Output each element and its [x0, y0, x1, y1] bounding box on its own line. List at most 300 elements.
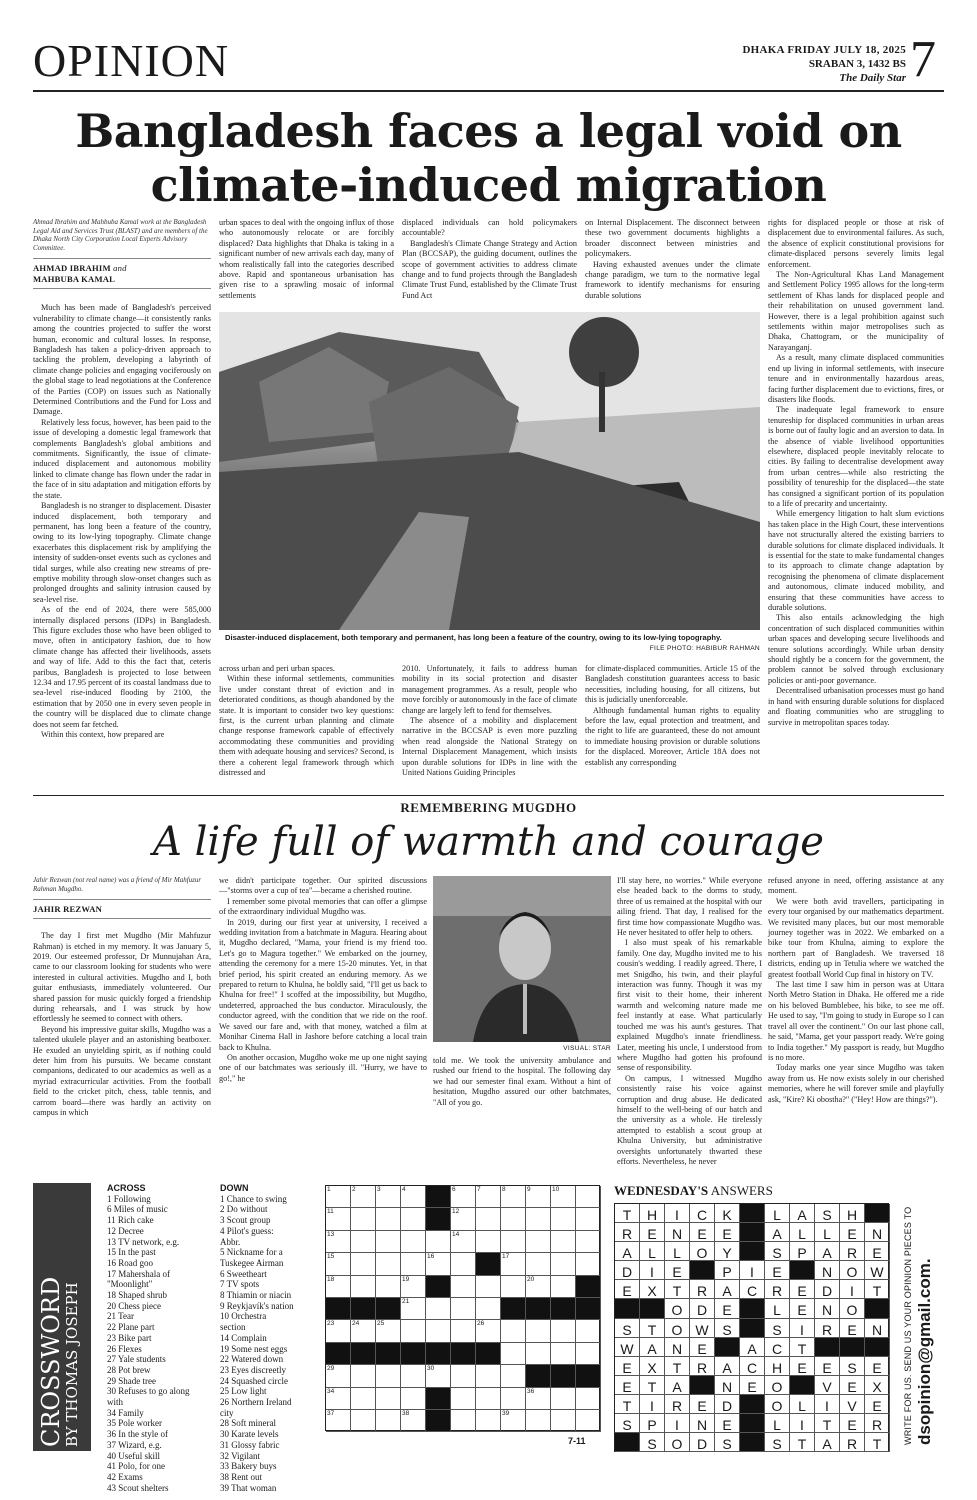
black-square	[326, 1343, 351, 1365]
down-clues	[220, 1183, 320, 1493]
visual-credit: VISUAL: STAR	[563, 1045, 611, 1052]
answer-letter: R	[840, 1242, 865, 1261]
answer-letter: R	[840, 1433, 865, 1452]
grid-square	[476, 1298, 501, 1320]
answer-letter: L	[765, 1204, 790, 1223]
black-square	[426, 1208, 451, 1230]
black-square	[740, 1395, 765, 1414]
answer-letter: E	[615, 1376, 640, 1395]
answer-letter: S	[715, 1433, 740, 1452]
clue: 32 Vigilant	[220, 1450, 261, 1461]
grid-square	[351, 1276, 376, 1298]
photo-credit: FILE PHOTO: HABIBUR RAHMAN	[649, 645, 760, 652]
clue: 22 Plane part	[107, 1322, 155, 1333]
clue-number: 11	[327, 1208, 334, 1216]
article2-col2: we didn't participate together. Our spirited discussions—"storms over a cup of tea"—became a cherished routine. I remember some pivotal memories that can offer a glimpse of the extraordinary individual Mugdho was. In 2019, during our first year at university, I received a wedding invitation from a batchmate in Magura. Hearing about it, Mugdho declared, "Mama, your friend is my friend too. Let's go to Magura together." We embarked on the journey, attending the ceremony for a mere 15-20 minutes. Yet, in that brief period, his spirit created an enduring memory. As we prepared to return to Khulna, he boldly said, "I'll get us back to Khulna for free!" I scoffed at the impossibility, but Mugdho, undeterred, approached the bus conductor. Miraculously, the conductor agreed, with the condition that we ride on the roof. We saved our fare and, with that money, watched a film at Monihar Cinema Hall in Jashore before catching a local train back to Khulna. On another occasion, Mugdho woke me up one night saying one of our batchmates was seriously ill. "Hurry, we have to go!," he	[219, 876, 427, 1083]
answer-letter: T	[615, 1204, 640, 1223]
answer-letter: T	[865, 1433, 890, 1452]
answer-letter: K	[715, 1204, 740, 1223]
black-square	[615, 1433, 640, 1452]
answer-letter: P	[640, 1414, 665, 1433]
grid-square	[551, 1231, 576, 1253]
article2-col3-bot: told me. We took the university ambulance and rushed our friend to the hospital. The following day we had our semester final exam. Without a hint of hesitation, Mugdho assured our other batchmates, "All of you go.	[433, 1056, 611, 1107]
body-text: The day I first met Mugdho (Mir Mahfuzur Rahman) is etched in my memory. It was January 5, 2019. Our esteemed professor, Dr Munnujahan Ara, came to our classroom looking for students who were interested in cultural activities. Mugdho and I, both guitar enthusiasts, immediately volunteered. Our shared passion for music quickly forged a friendship during rehearsals, and I was struck by how effortlessly he seemed to connect with others. Beyond his impressive guitar skills, Mugdho was a talented ukulele player and an astonishing beatboxer. He exuded an unyielding spirit, as if nothing could deter him from his pursuits. We became constant companions, dedicated to our academics as well as a myriad extracurricular activities. From the football field to the cricket pitch, chess, table tennis, and carrom board—there was hardly an activity on campus in which	[33, 931, 211, 1118]
answer-letter: H	[640, 1204, 665, 1223]
black-square	[865, 1204, 890, 1223]
answer-letter: E	[715, 1414, 740, 1433]
divider	[33, 288, 211, 289]
answer-letter: L	[640, 1242, 665, 1261]
crossword-grid	[325, 1185, 600, 1431]
black-square	[576, 1365, 601, 1387]
clue: 10 Orchestra	[220, 1311, 267, 1322]
grid-square	[351, 1208, 376, 1230]
clue: 22 Watered down	[220, 1354, 284, 1365]
clue: 20 Chess piece	[107, 1300, 161, 1311]
date-code: 7-11	[568, 1436, 586, 1446]
grid-square	[526, 1208, 551, 1230]
grid-square	[326, 1410, 351, 1432]
grid-square	[551, 1186, 576, 1208]
grid-square	[401, 1186, 426, 1208]
answer-letter: D	[690, 1299, 715, 1318]
clue: 24 Squashed circle	[220, 1375, 288, 1386]
black-square	[865, 1299, 890, 1318]
grid-square	[501, 1365, 526, 1387]
grid-square	[401, 1410, 426, 1432]
section-title: OPINION	[33, 35, 230, 86]
clue: city	[220, 1407, 234, 1418]
answer-letter: S	[615, 1414, 640, 1433]
grid-square	[426, 1320, 451, 1342]
grid-square	[376, 1365, 401, 1387]
black-square	[640, 1299, 665, 1318]
answer-letter: N	[815, 1299, 840, 1318]
section-rule	[33, 795, 944, 796]
black-square	[426, 1186, 451, 1208]
answer-letter: O	[765, 1395, 790, 1414]
clue-number: 24	[352, 1320, 360, 1328]
grid-square	[351, 1231, 376, 1253]
clue-number: 14	[452, 1230, 460, 1238]
photo-caption: Disaster-induced displacement, both temporary and permanent, has long been a feature of the country, owing to its low-lying topography.	[225, 633, 722, 642]
grid-square	[426, 1253, 451, 1275]
grid-square	[326, 1320, 351, 1342]
grid-square	[351, 1186, 376, 1208]
answer-letter: N	[865, 1223, 890, 1242]
clue: 12 Decree	[107, 1225, 144, 1236]
black-square	[740, 1414, 765, 1433]
clue-number: 18	[327, 1275, 335, 1283]
answer-letter: S	[840, 1357, 865, 1376]
down-title: DOWN	[220, 1183, 249, 1193]
grid-square	[376, 1388, 401, 1410]
grid-square	[401, 1320, 426, 1342]
article1-col4-top: on Internal Displacement. The disconnect between these two government documents highlights a broader disconnect between ministries and policymakers. Having exhausted avenues under the climate change paradigm, we turn to the normative legal framework to identify mechanisms for ensuring durable solutions	[585, 218, 760, 300]
clue-number: 16	[427, 1253, 435, 1261]
grid-square	[401, 1365, 426, 1387]
answer-letter: T	[640, 1376, 665, 1395]
grid-square	[451, 1410, 476, 1432]
black-square	[790, 1261, 815, 1280]
answer-letter: E	[740, 1376, 765, 1395]
answer-letter: I	[740, 1261, 765, 1280]
answer-letter: C	[690, 1204, 715, 1223]
black-square	[476, 1253, 501, 1275]
grid-square	[526, 1276, 551, 1298]
answer-letter: S	[765, 1242, 790, 1261]
grid-square	[451, 1365, 476, 1387]
black-square	[426, 1388, 451, 1410]
article2-col4: I'll stay here, no worries." While everyone else headed back to the dorms to study, three of us remained at the hospital with our ailing friend. That day, I realised for the first time how compassionate Mugdho was. He never hesitated to offer help to others. I also must speak of his remarkable family. One day, Mugdho invited me to his cousin's wedding. I readily agreed. There, I met Snigdho, his twin, and their playful interaction was funny. Though it was my first visit to their home, their inherent warmth and welcoming nature made me feel instantly at ease. What particularly touched me was his aunt's gestures. That explained Mugdho's innate friendliness. Later, meeting his uncle, I understood from where Mugdho had gotten his profound sense of responsibility. On campus, I witnessed Mugdho consistently raise his voice against corruption and drug abuse. He dedicated himself to the well-being of our batch and the university as a whole. He tirelessly attempted to establish a scout group at Khulna University, but administrative oversights unfortunately thwarted these efforts. Nevertheless, he never	[617, 876, 762, 1166]
black-square	[690, 1261, 715, 1280]
answer-letter: R	[690, 1357, 715, 1376]
grid-square	[376, 1276, 401, 1298]
clue-number: 13	[327, 1230, 335, 1238]
grid-square	[326, 1276, 351, 1298]
answer-letter: A	[740, 1338, 765, 1357]
answer-letter: E	[790, 1357, 815, 1376]
clue: 6 Miles of music	[107, 1204, 168, 1215]
clue: 11 Rich cake	[107, 1215, 154, 1226]
answer-letter: W	[615, 1338, 640, 1357]
clue-number: 25	[377, 1320, 385, 1328]
answer-letter: E	[865, 1242, 890, 1261]
clue: 35 Pole worker	[107, 1418, 162, 1429]
clue: 9 Reykjavík's nation	[220, 1300, 294, 1311]
black-square	[740, 1242, 765, 1261]
black-square	[426, 1276, 451, 1298]
clue: 14 Complain	[220, 1332, 267, 1343]
black-square	[615, 1299, 640, 1318]
grid-square	[401, 1276, 426, 1298]
answer-letter: R	[665, 1395, 690, 1414]
clue-number: 38	[402, 1409, 410, 1417]
answers-grid	[614, 1203, 889, 1452]
answer-letter: T	[815, 1414, 840, 1433]
article1-col2-top: urban spaces to deal with the ongoing influx of those who autonomously relocate or are forcibly displaced? Data highlights that Dhaka is taking in a significant number of new arrivals each day, many of whom realistically fall into the categories described above. Rapid and spontaneous urbanisation has given rise to a sprawling mosaic of informal settlements	[219, 218, 394, 300]
answer-letter: I	[815, 1395, 840, 1414]
black-square	[740, 1319, 765, 1338]
black-square	[451, 1343, 476, 1365]
grid-square	[501, 1410, 526, 1432]
grid-square	[526, 1231, 551, 1253]
clue: 4 Pilot's guess:	[220, 1225, 274, 1236]
black-square	[501, 1298, 526, 1320]
answer-letter: T	[640, 1319, 665, 1338]
clue-number: 39	[502, 1409, 510, 1417]
clue-number: 3	[377, 1186, 381, 1193]
black-square	[690, 1376, 715, 1395]
grid-square	[376, 1208, 401, 1230]
grid-square	[476, 1276, 501, 1298]
grid-square	[501, 1231, 526, 1253]
clue: 29 Shade tree	[107, 1375, 156, 1386]
paper-name: The Daily Star	[839, 72, 906, 84]
answer-letter: A	[615, 1242, 640, 1261]
answer-letter: I	[640, 1261, 665, 1280]
answer-letter: A	[790, 1204, 815, 1223]
answer-letter: N	[865, 1319, 890, 1338]
grid-square	[426, 1298, 451, 1320]
answer-letter: T	[665, 1280, 690, 1299]
clue: 41 Polo, for one	[107, 1461, 165, 1472]
author-note: Jahir Rezwan (not real name) was a friend of Mir Mahfuzur Rahman Mugdho.	[33, 876, 202, 893]
grid-square	[451, 1388, 476, 1410]
clue: 37 Wizard, e.g.	[107, 1439, 162, 1450]
grid-square	[526, 1186, 551, 1208]
crossword-author: BY THOMAS JOSEPH	[63, 1282, 81, 1447]
clue-number: 9	[527, 1186, 531, 1193]
settlement-photo	[219, 312, 760, 630]
headline-line-1: Bangladesh faces a legal void on	[75, 104, 902, 158]
black-square	[740, 1204, 765, 1223]
answer-letter: I	[665, 1414, 690, 1433]
grid-square	[526, 1253, 551, 1275]
answer-letter: X	[640, 1280, 665, 1299]
clue: Tuskegee Airman	[220, 1257, 284, 1268]
grid-square	[401, 1208, 426, 1230]
answer-letter: L	[790, 1223, 815, 1242]
answer-letter: S	[765, 1319, 790, 1338]
page-number: 7	[910, 31, 936, 88]
grid-square	[501, 1276, 526, 1298]
grid-square	[476, 1231, 501, 1253]
answer-letter: E	[840, 1319, 865, 1338]
clue-number: 2	[352, 1186, 356, 1193]
answer-letter: E	[715, 1223, 740, 1242]
clue: with	[107, 1397, 124, 1408]
grid-square	[326, 1253, 351, 1275]
clue: 36 In the style of	[107, 1429, 168, 1440]
clue-number: 37	[327, 1409, 335, 1417]
clue-number: 29	[327, 1365, 335, 1373]
answer-letter: O	[690, 1242, 715, 1261]
clue: 27 Yale students	[107, 1354, 166, 1365]
grid-square	[401, 1231, 426, 1253]
answer-letter: H	[840, 1204, 865, 1223]
grid-square	[451, 1231, 476, 1253]
grid-square	[526, 1410, 551, 1432]
answer-letter: I	[790, 1414, 815, 1433]
black-square	[576, 1276, 601, 1298]
answer-letter: Y	[715, 1242, 740, 1261]
grid-square	[451, 1186, 476, 1208]
clue: 15 In the past	[107, 1247, 156, 1258]
article1-col5: rights for displaced people or those at risk of displacement due to environmental failures. As such, the absence of explicit constitutional provisions for climate-displaced persons severely limits legal enforcement. The Non-Agricultural Khas Land Management and Settlement Policy 1995 allows for the long-term settlement of Khas lands for displaced people and their rehabilitation on unused government land. However, there is a legal prohibition against such settlements within major metropolises such as Dhaka, Chattogram, or the municipality of Narayanganj. As a result, many climate displaced communities end up living in informal settlements, with insecure tenure and in environmentally hazardous areas, facing further displacement due to evictions, fires, or disasters like floods. The inadequate legal framework to ensure tenureship for displaced communities in urban areas is borne out of faulty logic and an aversion to data. In the absence of viable livelihood opportunities elsewhere, displaced people inevitably relocate to cities. By failing to decentralise development away from urban centres—while also restricting the possibility of tenureship for the displaced—the state has consigned a significant portion of its population to a life of precarity and uncertainty. While emergency litigation to halt slum evictions has taken place in the High Court, these interventions have not structurally altered the existing barriers to durable solutions for climate displaced individuals. It is essential for the state to make fundamental changes to its approach to climate change adaptation by recognising the phenomena of climate displacement and autonomous, climate induced mobility, and ensuring that these communities have access to durable solutions. This also entails acknowledging the high concentration of such displaced communities within urban spaces and developing secure livelihoods and tenure solutions accordingly. While urban density should rightly be a concern for the government, the problem cannot be solved through exclusionary policies or anti-poor governance. Decentralised urbanisation processes must go hand in hand with ensuring durable solutions for displaced and floating communities who are struggling to survive in metropolitan spaces today.	[768, 218, 944, 727]
answer-letter: L	[815, 1223, 840, 1242]
clue: 16 Road goo	[107, 1257, 153, 1268]
answer-letter: T	[790, 1433, 815, 1452]
clue: 26 Northern Ireland	[220, 1397, 292, 1408]
email-link[interactable]: dsopinion@gmail.com.	[915, 1258, 934, 1445]
grid-square	[576, 1410, 601, 1432]
article2-headline: A life full of warmth and courage	[153, 819, 824, 865]
black-square	[865, 1338, 890, 1357]
answer-letter: D	[615, 1261, 640, 1280]
clue: 33 Bakery buys	[220, 1461, 277, 1472]
grid-square	[576, 1343, 601, 1365]
clue: 21 Tear	[107, 1311, 134, 1322]
answer-letter: E	[615, 1280, 640, 1299]
answer-letter: R	[615, 1223, 640, 1242]
write-note: WRITE FOR US. SEND US YOUR OPINION PIECES TO	[903, 1206, 913, 1445]
headline-line-2: climate-induced migration	[150, 158, 827, 212]
answer-letter: E	[840, 1414, 865, 1433]
clue: 38 Rent out	[220, 1471, 262, 1482]
photo-illustration	[219, 312, 760, 630]
answer-letter: T	[790, 1338, 815, 1357]
black-square	[376, 1343, 401, 1365]
article1-col2-bot: across urban and peri urban spaces. Within these informal settlements, communities live under constant threat of eviction and in deteriorated conditions, as though abandoned by the state. It is important to consider two key questions: first, is the current urban planning and climate change response framework capable of effectively accommodating these communities and providing them with adequate housing and services? Second, is there a coherent legal framework through which distressed and	[219, 664, 394, 778]
answer-letter: V	[815, 1376, 840, 1395]
grid-square	[551, 1208, 576, 1230]
masthead-rule	[33, 90, 944, 92]
author-note: Ahmad Ibrahim and Mahbuba Kamal work at the Bangladesh Legal Aid and Services Trust (BLAST) and are members of the Dhaka North City Corporation Local Experts Advisory Committee.	[33, 218, 208, 252]
answer-letter: E	[865, 1395, 890, 1414]
answer-letter: A	[640, 1338, 665, 1357]
across-clues	[107, 1183, 215, 1493]
clue-number: 6	[452, 1186, 456, 1193]
clue: 30 Karate levels	[220, 1429, 279, 1440]
black-square	[476, 1343, 501, 1365]
clue-number: 30	[427, 1365, 435, 1373]
grid-square	[501, 1208, 526, 1230]
answer-letter: E	[665, 1261, 690, 1280]
answer-letter: R	[815, 1319, 840, 1338]
grid-square	[326, 1208, 351, 1230]
answer-letter: P	[790, 1242, 815, 1261]
black-square	[351, 1298, 376, 1320]
article1-col3-bot: 2010. Unfortunately, it fails to address human mobility in its social protection and disaster management programmes. As a result, people who move forcibly or autonomously in the face of climate change are largely left to fend for themselves. The absence of a mobility and displacement narrative in the BCCSAP is even more puzzling when read alongside the National Strategy on Internal Displacement Management, which insists upon durable solutions for IDPs in line with the United Nations Guiding Principles	[402, 664, 577, 778]
clue-number: 36	[527, 1387, 535, 1395]
clue: "Moonlight"	[107, 1279, 153, 1290]
black-square	[740, 1299, 765, 1318]
answer-letter: N	[665, 1338, 690, 1357]
answer-letter: E	[690, 1338, 715, 1357]
answer-letter: E	[640, 1223, 665, 1242]
answer-letter: O	[840, 1299, 865, 1318]
answer-letter: O	[765, 1376, 790, 1395]
answer-letter: T	[865, 1280, 890, 1299]
answer-letter: E	[690, 1223, 715, 1242]
answer-letter: W	[690, 1319, 715, 1338]
grid-square	[476, 1208, 501, 1230]
article1-col4-bot: for climate-displaced communities. Article 15 of the Bangladesh constitution guarantees access to basic necessities, including housing, for all citizens, but this is judicially unenforceable. Although fundamental human rights to equality before the law, equal protection and treatment, and the right to life are guaranteed, these do not amount to immediate housing provision or durable solutions for the displaced. Moreover, Article 18A does not establish any corresponding	[585, 664, 760, 767]
black-square	[576, 1298, 601, 1320]
answer-letter: E	[840, 1223, 865, 1242]
answer-letter: S	[815, 1204, 840, 1223]
across-title: ACROSS	[107, 1183, 146, 1193]
grid-square	[401, 1298, 426, 1320]
black-square	[740, 1433, 765, 1452]
grid-square	[551, 1410, 576, 1432]
clue: 17 Mahershala of	[107, 1268, 170, 1279]
answer-letter: A	[765, 1223, 790, 1242]
grid-square	[376, 1186, 401, 1208]
bangla-date: SRABAN 3, 1432 BS	[808, 58, 906, 70]
grid-square	[576, 1186, 601, 1208]
black-square	[326, 1298, 351, 1320]
grid-square	[376, 1231, 401, 1253]
clue-number: 19	[402, 1275, 410, 1283]
clue-number: 17	[502, 1253, 510, 1261]
black-square	[426, 1343, 451, 1365]
clue-number: 23	[327, 1320, 335, 1328]
black-square	[840, 1338, 865, 1357]
grid-square	[351, 1388, 376, 1410]
article1-headline	[33, 104, 944, 212]
clue: 23 Eyes discreetly	[220, 1364, 286, 1375]
grid-square	[426, 1231, 451, 1253]
answer-letter: A	[665, 1376, 690, 1395]
grid-square	[326, 1388, 351, 1410]
grid-square	[476, 1186, 501, 1208]
grid-square	[451, 1208, 476, 1230]
answer-letter: S	[715, 1319, 740, 1338]
answer-letter: C	[765, 1338, 790, 1357]
answer-letter: A	[715, 1357, 740, 1376]
across-list	[107, 1194, 215, 1494]
answer-letter: L	[765, 1299, 790, 1318]
grid-square	[551, 1253, 576, 1275]
clue-number: 21	[402, 1297, 410, 1305]
clue: 34 Family	[107, 1407, 144, 1418]
grid-square	[426, 1365, 451, 1387]
date-line: DHAKA FRIDAY JULY 18, 2025	[742, 44, 906, 56]
clue: 42 Exams	[107, 1471, 143, 1482]
answer-letter: O	[665, 1319, 690, 1338]
clue-number: 20	[527, 1275, 535, 1283]
article2-kicker: REMEMBERING MUGDHO	[400, 800, 577, 815]
grid-square	[576, 1208, 601, 1230]
crossword-title: CROSSWORD	[37, 1276, 65, 1447]
answer-letter: V	[840, 1395, 865, 1414]
answer-letter: E	[815, 1357, 840, 1376]
answer-letter: N	[715, 1376, 740, 1395]
clue: section	[220, 1322, 246, 1333]
grid-square	[351, 1253, 376, 1275]
grid-square	[351, 1320, 376, 1342]
answer-letter: D	[715, 1395, 740, 1414]
clue: Abbr.	[220, 1236, 241, 1247]
grid-square	[501, 1186, 526, 1208]
black-square	[790, 1376, 815, 1395]
grid-square	[376, 1320, 401, 1342]
clue: 13 TV network, e.g.	[107, 1236, 180, 1247]
clue: 30 Refuses to go along	[107, 1386, 190, 1397]
answer-letter: P	[715, 1261, 740, 1280]
clue: 28 Soft mineral	[220, 1418, 276, 1429]
byline: JAHIR REZWAN	[33, 904, 103, 915]
article1-col1	[33, 218, 211, 740]
answer-letter: C	[740, 1280, 765, 1299]
divider	[33, 918, 211, 919]
grid-square	[501, 1320, 526, 1342]
clue-number: 15	[327, 1253, 335, 1261]
grid-square	[551, 1343, 576, 1365]
black-square	[526, 1298, 551, 1320]
grid-square	[476, 1388, 501, 1410]
write-for-us	[897, 1183, 945, 1451]
grid-square	[351, 1410, 376, 1432]
answer-letter: A	[815, 1242, 840, 1261]
answer-letter: S	[615, 1319, 640, 1338]
clue: 19 Some nest eggs	[220, 1343, 288, 1354]
clue: 39 That woman	[220, 1482, 277, 1493]
answer-letter: D	[690, 1433, 715, 1452]
grid-square	[526, 1343, 551, 1365]
